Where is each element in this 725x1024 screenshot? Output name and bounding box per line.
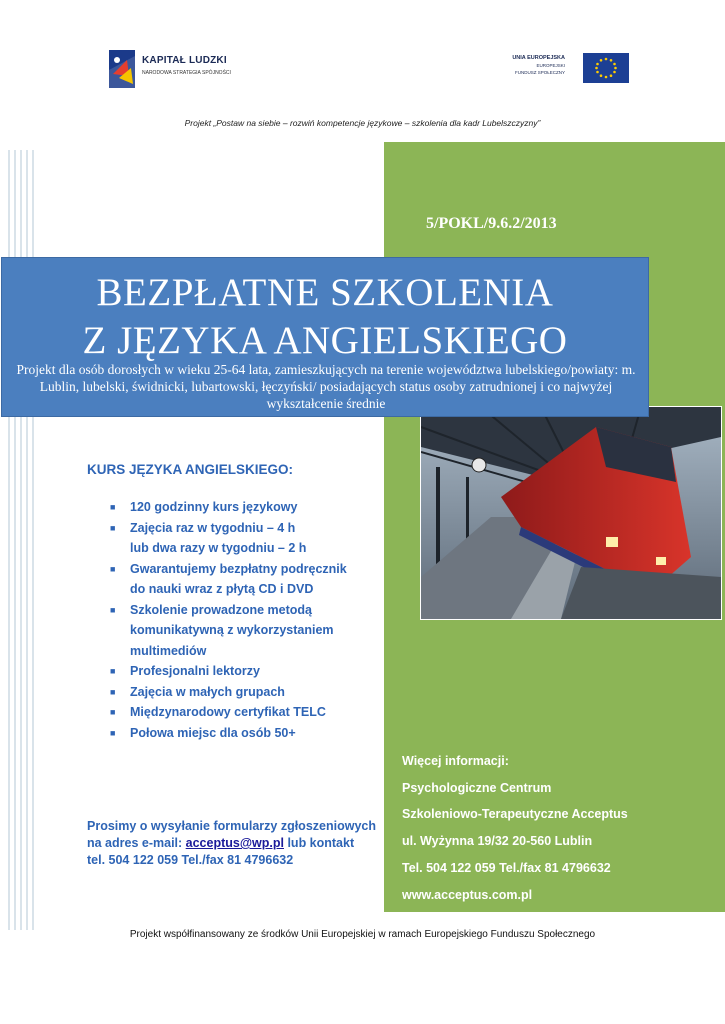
bullet-icon: ■ (110, 727, 116, 738)
list-item-text: Szkolenie prowadzone metodą (130, 602, 312, 617)
bullet-icon: ■ (110, 686, 116, 697)
list-item (110, 600, 390, 662)
banner-title-line2: Z JĘZYKA ANGIELSKIEGO (82, 319, 568, 362)
list-item-text: do nauki wraz z płytą CD i DVD (130, 582, 314, 596)
bullet-icon: ■ (110, 502, 116, 512)
eu-logo (507, 53, 629, 83)
list-item-text: Gwarantujemy bezpłatny podręcznik (130, 561, 347, 576)
list-item-text: 120 godzinny kurs językowy (130, 500, 298, 514)
contact-org-line2: Szkoleniowo-Terapeutyczne Acceptus (402, 807, 628, 822)
bullet-icon: ■ (110, 666, 116, 676)
contact-phone: Tel. 504 122 059 Tel./fax 81 4796632 (402, 860, 611, 875)
list-item (110, 702, 390, 723)
course-title: KURS JĘZYKA ANGIELSKIEGO: (87, 462, 294, 477)
kapital-ludzki-subtitle: NARODOWA STRATEGIA SPÓJNOŚCI (142, 70, 231, 76)
email-suffix: lub kontakt (283, 836, 355, 850)
banner-description: Projekt dla osób dorosłych w wieku 25-64 lata, zamieszkujących na terenie województwa lubelskiego/powiaty: m. Lublin, lubelski, świdnicki, lubartowski, łęczyński/ posiadających status osoby zatrudnionej i co najwyżej wykształcenie średnie (16, 362, 636, 411)
contact-heading: Więcej informacji: (402, 754, 509, 768)
contact-org-line1: Psychologiczne Centrum (402, 780, 552, 795)
list-item (110, 682, 390, 703)
bullet-icon: ■ (110, 707, 116, 717)
title-banner (1, 257, 649, 417)
kapital-ludzki-title: KAPITAŁ LUDZKI (142, 55, 227, 66)
list-item-text: multimediów (130, 643, 207, 658)
train-photo (420, 406, 722, 620)
email-prefix: na adres e-mail: (87, 836, 186, 850)
bullet-icon: ■ (110, 522, 116, 533)
banner-title-line1: BEZPŁATNE SZKOLENIA (96, 271, 554, 314)
email-link[interactable]: acceptus@wp.pl (185, 836, 284, 850)
eu-flag-icon (583, 53, 629, 83)
project-code: 5/POKL/9.6.2/2013 (426, 215, 557, 232)
list-item-text: Profesjonalni lektorzy (130, 664, 260, 678)
bullet-icon: ■ (110, 563, 116, 574)
contact-website[interactable]: www.acceptus.com.pl (402, 887, 533, 902)
eu-text-line2: EUROPEJSKI (536, 63, 565, 68)
list-item (110, 723, 390, 744)
contact-info (402, 748, 722, 908)
list-item-text: Międzynarodowy certyfikat TELC (130, 705, 326, 719)
eu-text-line1: UNIA EUROPEJSKA (512, 55, 565, 61)
eu-text-line3: FUNDUSZ SPOŁECZNY (514, 70, 565, 75)
list-item (110, 497, 390, 518)
list-item-text: Połowa miejsc dla osób 50+ (130, 725, 296, 740)
list-item (110, 661, 390, 682)
list-item (110, 518, 390, 559)
list-item-text: Zajęcia raz w tygodniu – 4 h (130, 520, 296, 535)
application-line1: Prosimy o wysyłanie formularzy zgłoszeniowych (87, 819, 376, 833)
application-line2 (87, 835, 387, 852)
application-info (87, 818, 387, 869)
contact-address: ul. Wyżynna 19/32 20-560 Lublin (402, 834, 593, 849)
course-list (110, 497, 390, 743)
list-item-text: komunikatywną z wykorzystaniem (130, 623, 334, 637)
list-item-text: Zajęcia w małych grupach (130, 684, 285, 699)
kapital-ludzki-logo-icon (105, 48, 139, 90)
project-title-line: Projekt „Postaw na siebie – rozwiń kompetencje językowe – szkolenia dla kadr Lubelszczyzny” (184, 118, 541, 128)
footer-note: Projekt współfinansowany ze środków Unii Europejskiej w ramach Europejskiego Funduszu Społecznego (129, 929, 596, 940)
bullet-icon: ■ (110, 604, 116, 615)
list-item (110, 559, 390, 600)
list-item-text: lub dwa razy w tygodniu – 2 h (130, 541, 307, 555)
application-line3: tel. 504 122 059 Tel./fax 81 4796632 (87, 853, 294, 867)
